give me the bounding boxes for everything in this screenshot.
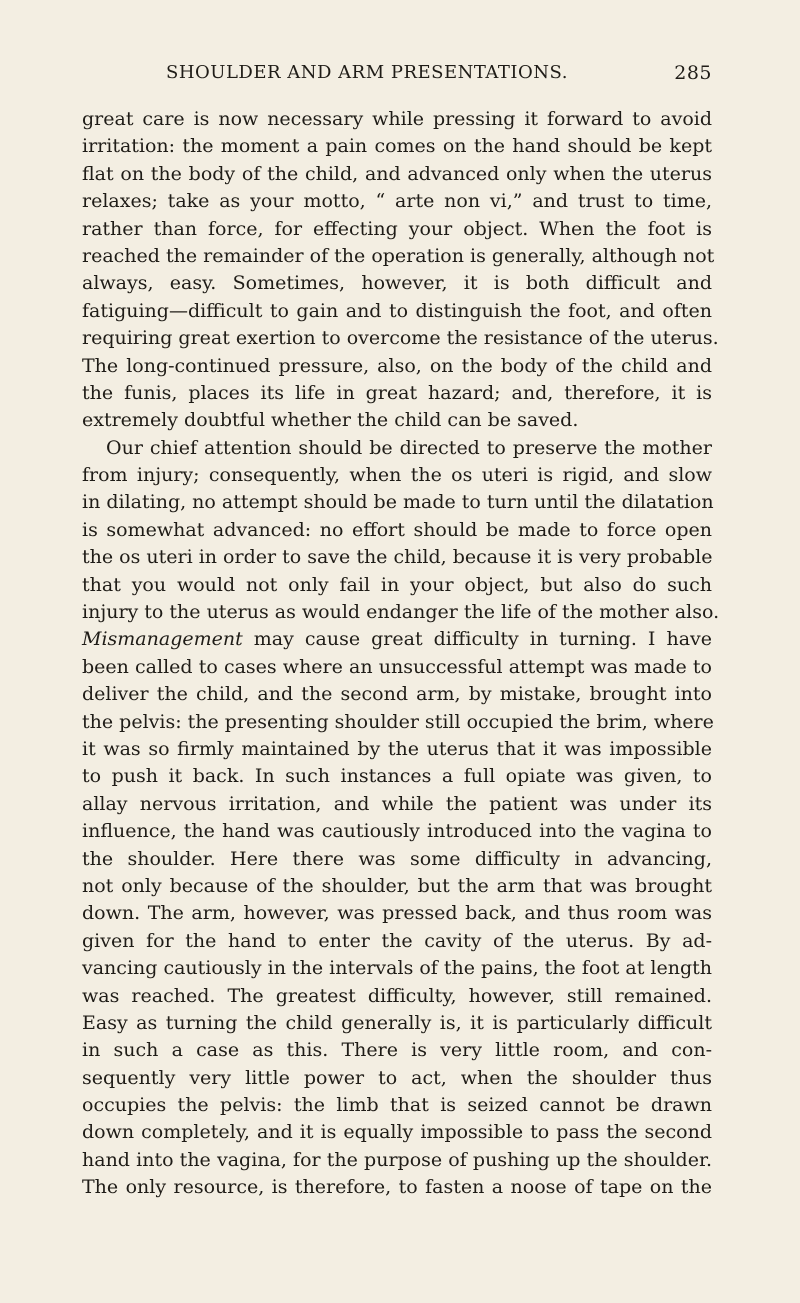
text-line: requiring great exertion to overcome the resistance of the uterus. bbox=[82, 327, 719, 350]
text-line-rest: may cause great difficulty in turning. I have bbox=[253, 628, 712, 651]
text-line: from injury; consequently, when the os uteri is rigid, and slow bbox=[82, 464, 712, 487]
text-line: the shoulder. Here there was some difficulty in advancing, bbox=[82, 847, 712, 870]
text-line: allay nervous irritation, and while the patient was under its bbox=[82, 792, 712, 815]
text-line: rather than force, for effecting your object. When the foot is bbox=[82, 217, 712, 240]
page-header bbox=[166, 62, 712, 90]
text-line: the os uteri in order to save the child, because it is very probable bbox=[82, 546, 713, 569]
text-line: been called to cases where an unsuccessful attempt was made to bbox=[82, 655, 712, 678]
text-line: the pelvis: the presenting shoulder still occupied the brim, where bbox=[82, 710, 714, 733]
text-line: that you would not only fail in your object, but also do such bbox=[82, 573, 712, 596]
text-line: down completely, and it is equally impossible to pass the second bbox=[82, 1121, 712, 1144]
text-line: hand into the vagina, for the purpose of pushing up the shoulder. bbox=[82, 1148, 712, 1171]
text-line: it was so firmly maintained by the uterus that it was impossible bbox=[82, 737, 712, 760]
text-line: flat on the body of the child, and advanced only when the uterus bbox=[82, 162, 712, 185]
text-line: in such a case as this. There is very little room, and con- bbox=[82, 1039, 712, 1062]
italic-lead: Mismanagement bbox=[82, 628, 243, 651]
text-line: down. The arm, however, was pressed back, and thus room was bbox=[82, 902, 712, 925]
text-line: relaxes; take as your motto, “ arte non vi,” and trust to time, bbox=[82, 190, 712, 213]
text-line: influence, the hand was cautiously introduced into the vagina to bbox=[82, 820, 712, 843]
text-line: occupies the pelvis: the limb that is seized cannot be drawn bbox=[82, 1094, 712, 1117]
text-line: given for the hand to enter the cavity of the uterus. By ad- bbox=[82, 929, 712, 952]
text-line: The long-continued pressure, also, on the body of the child and bbox=[82, 354, 712, 377]
text-line: sequently very little power to act, when the shoulder thus bbox=[82, 1066, 712, 1089]
text-line: to push it back. In such instances a full opiate was given, to bbox=[82, 765, 712, 788]
text-line: deliver the child, and the second arm, by mistake, brought into bbox=[82, 683, 712, 706]
text-line: Easy as turning the child generally is, it is particularly difficult bbox=[82, 1011, 712, 1034]
body-text bbox=[82, 106, 720, 1202]
text-line: The only resource, is therefore, to fasten a noose of tape on the bbox=[82, 1176, 712, 1199]
text-line: not only because of the shoulder, but the arm that was brought bbox=[82, 874, 712, 897]
text-line: vancing cautiously in the intervals of the pains, the foot at length bbox=[82, 957, 712, 980]
text-line: extremely doubtful whether the child can be saved. bbox=[82, 409, 579, 432]
text-line: the funis, places its life in great hazard; and, therefore, it is bbox=[82, 381, 712, 404]
text-line: is somewhat advanced: no effort should be made to force open bbox=[82, 518, 712, 541]
text-line-with-italic bbox=[82, 626, 712, 653]
text-line: Our chief attention should be directed to preserve the mother bbox=[106, 436, 712, 459]
text-line: always, easy. Sometimes, however, it is both difficult and bbox=[82, 272, 712, 295]
running-title: SHOULDER AND ARM PRESENTATIONS. bbox=[166, 62, 568, 83]
text-line: great care is now necessary while pressing it forward to avoid bbox=[82, 108, 712, 130]
page-number: 285 bbox=[674, 62, 712, 84]
text-line: reached the remainder of the operation is generally, although not bbox=[82, 244, 715, 267]
text-line: in dilating, no attempt should be made to turn until the dilatation bbox=[82, 491, 714, 514]
text-line: was reached. The greatest difficulty, however, still remained. bbox=[82, 984, 712, 1007]
text-line: irritation: the moment a pain comes on the hand should be kept bbox=[82, 135, 712, 158]
text-line: fatiguing—difficult to gain and to distinguish the foot, and often bbox=[82, 299, 712, 322]
text-line: injury to the uterus as would endanger the life of the mother also. bbox=[82, 601, 720, 624]
